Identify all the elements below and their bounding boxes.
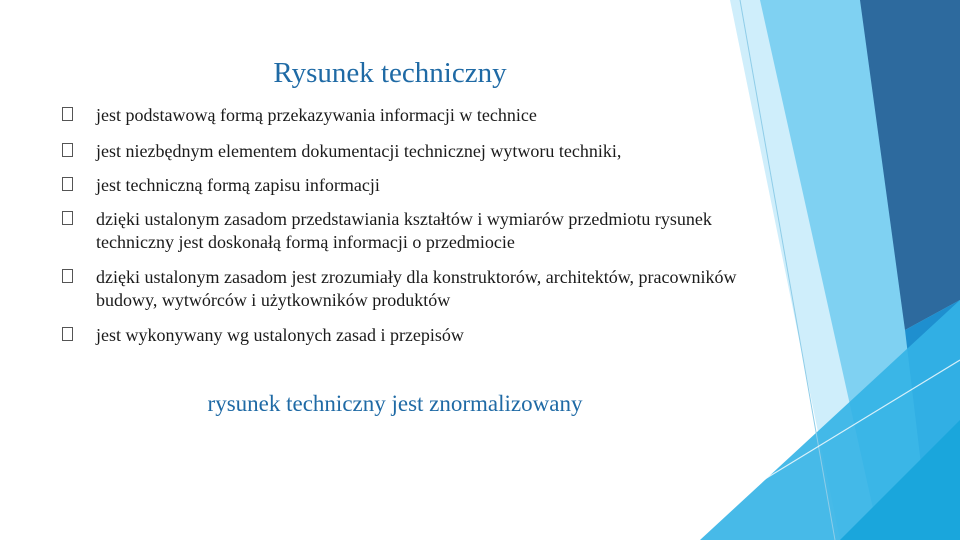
list-item-text: dzięki ustalonym zasadom jest zrozumiały dla konstruktorów, architektów, pracowników budowy, wytwórców i użytkowników produktów <box>96 267 737 310</box>
list-item-text: dzięki ustalonym zasadom przedstawiania kształtów i wymiarów przedmiotu rysunek techniczny jest doskonałą formą informacji o przedmiocie <box>96 209 712 252</box>
page-title: Rysunek techniczny <box>273 57 507 89</box>
list-item <box>62 104 762 127</box>
bullet-square-icon <box>62 327 73 341</box>
list-item <box>62 324 762 347</box>
conclusion-text: rysunek techniczny jest znormalizowany <box>207 391 583 416</box>
list-item-text: jest podstawową formą przekazywania informacji w technice <box>96 105 537 125</box>
list-item <box>62 266 762 312</box>
list-item <box>62 140 762 163</box>
bullet-square-icon <box>62 269 73 283</box>
bullet-square-icon <box>62 107 73 121</box>
list-item-text: jest niezbędnym elementem dokumentacji technicznej wytworu techniki, <box>96 141 622 161</box>
list-item <box>62 174 762 197</box>
list-item <box>62 208 762 254</box>
list-item-text: jest techniczną formą zapisu informacji <box>96 175 380 195</box>
bullet-square-icon <box>62 211 73 225</box>
bullet-square-icon <box>62 177 73 191</box>
list-item-text: jest wykonywany wg ustalonych zasad i przepisów <box>96 325 464 345</box>
bullet-square-icon <box>62 143 73 157</box>
